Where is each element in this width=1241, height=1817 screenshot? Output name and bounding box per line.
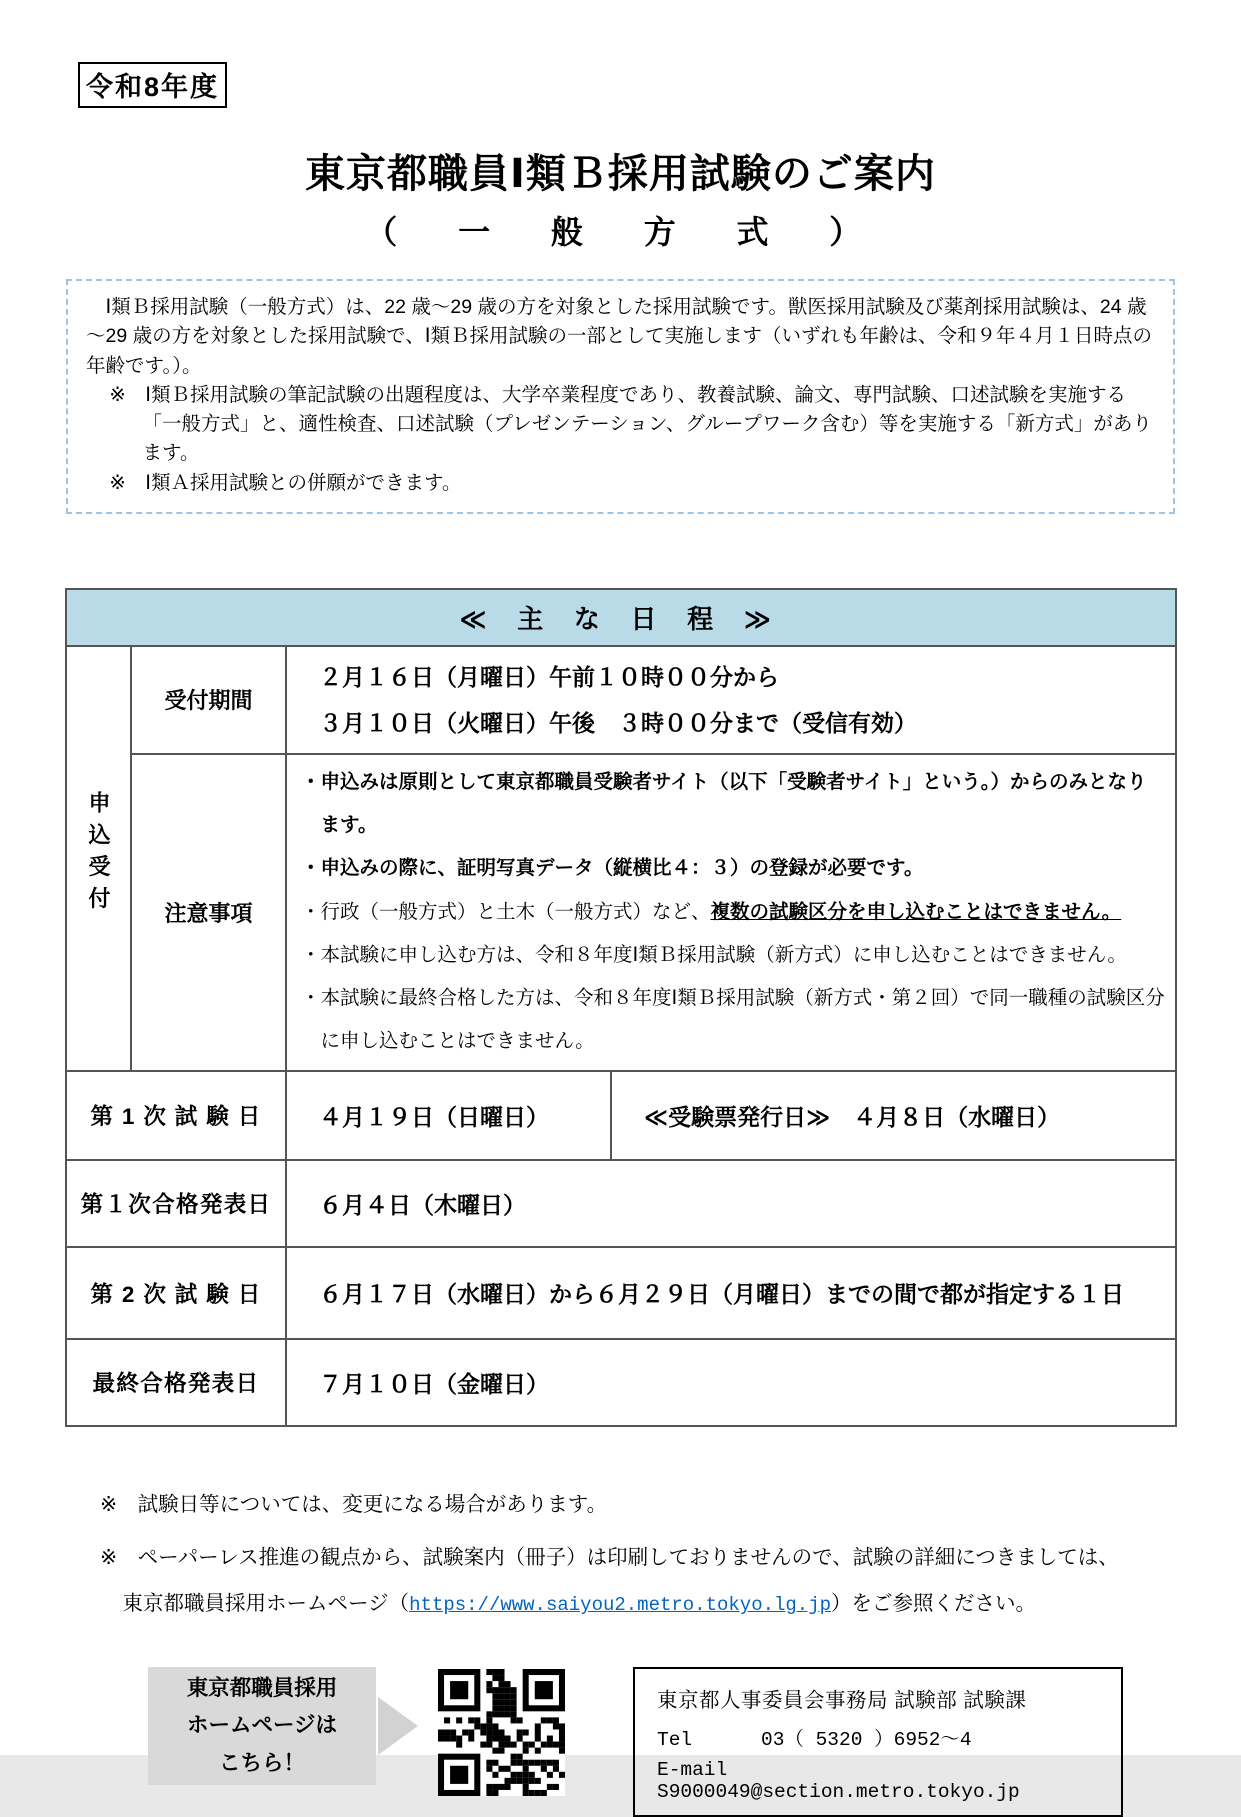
schedule-table: [65, 588, 1177, 1427]
first-pass-date: ６月４日（木曜日）: [286, 1160, 1176, 1247]
note-item-1: ・申込みは原則として東京都職員受験者サイト（以下「受験者サイト」という。）からのみとなります。: [301, 770, 1147, 837]
second-exam-label: 第 2 次 試 験 日: [66, 1247, 286, 1339]
callout-line-2: ホームページは: [186, 1713, 338, 1738]
application-group-label-text: 申込受付: [86, 791, 111, 920]
bottom-section: [148, 1667, 1241, 1817]
callout-line-1: 東京都職員採用: [186, 1675, 338, 1700]
intro-note-1: ※ Ⅰ類Ｂ採用試験の筆記試験の出題程度は、大学卒業程度であり、教養試験、論文、専門試験、口述試験を実施する「一般方式」と、適性検査、口述試験（プレゼンテーション、グループワーク含む）等を実施する「新方式」があります。: [109, 383, 1152, 465]
note-item-3-prefix: ・行政（一般方式）と土木（一般方式）など、: [301, 900, 711, 923]
period-label: 受付期間: [131, 646, 286, 754]
notes-label: 注意事項: [131, 754, 286, 1071]
callout-line-3: こちら！: [218, 1750, 305, 1775]
homepage-callout-box: [148, 1667, 376, 1785]
note-item-2: ・申込みの際に、証明写真データ（縦横比４：３）の登録が必要です。: [301, 857, 924, 880]
final-pass-date: ７月１０日（金曜日）: [286, 1339, 1176, 1426]
tel-label: Tel: [657, 1729, 693, 1752]
footer-note-2-line2: [100, 1588, 1171, 1621]
qr-code: [438, 1669, 565, 1796]
tel-value: 03（ 5320 ）6952～4: [761, 1729, 972, 1752]
period-value: [286, 646, 1176, 754]
contact-org: 東京都人事委員会事務局 試験部 試験課: [657, 1689, 1027, 1713]
note-item-4: ・本試験に申し込む方は、令和８年度Ⅰ類Ｂ採用試験（新方式）に申し込むことはできません。: [301, 943, 1127, 966]
first-exam-date: ４月１９日（日曜日）: [286, 1071, 611, 1160]
email-label: E-mail: [657, 1759, 728, 1782]
contact-box: [633, 1667, 1123, 1817]
period-line-1: ２月１６日（月曜日）午前１０時００分から: [319, 663, 779, 690]
footer-note-1: ※ 試験日等については、変更になる場合があります。: [100, 1492, 608, 1516]
footer-note-2-line1: ※ ペーパーレス推進の観点から、試験案内（冊子）は印刷しておりませんので、試験の詳細につきましては、: [100, 1545, 1119, 1569]
schedule-header: ≪ 主 な 日 程 ≫: [66, 589, 1176, 646]
application-group-label: [66, 646, 131, 1071]
page-subtitle: （ 一 般 方 式 ）: [365, 214, 876, 250]
first-pass-label: 第１次合格発表日: [66, 1160, 286, 1247]
page-title: 東京都職員Ⅰ類Ｂ採用試験のご案内: [305, 152, 936, 196]
ticket-issue-date: ≪受験票発行日≫ ４月８日（水曜日）: [611, 1071, 1176, 1160]
homepage-callout: [148, 1667, 418, 1785]
contact-tel: [657, 1723, 1101, 1751]
contact-email: [657, 1759, 1101, 1803]
footer-note-2: [100, 1542, 1171, 1622]
note-item-5: ・本試験に最終合格した方は、令和８年度Ⅰ類Ｂ採用試験（新方式・第２回）で同一職種の試験区分に申し込むことはできません。: [301, 987, 1165, 1053]
callout-arrow-icon: [378, 1697, 418, 1755]
notes-cell: [286, 754, 1176, 1071]
final-pass-label: 最終合格発表日: [66, 1339, 286, 1426]
footer-note-2-suffix: ）をご参照ください。: [831, 1592, 1037, 1616]
footer-note-2-prefix: 東京都職員採用ホームページ（: [122, 1592, 410, 1616]
note-item-3: [301, 891, 1165, 934]
email-value: S9000049@section.metro.tokyo.jp: [657, 1781, 1020, 1804]
intro-box: [66, 279, 1175, 514]
intro-paragraph: Ⅰ類Ｂ採用試験（一般方式）は、22 歳～29 歳の方を対象とした採用試験です。獣医採用試験及び薬剤採用試験は、24 歳～29 歳の方を対象とした採用試験で、Ⅰ類Ｂ採用試験の一部として実施します（いずれも年齢は、令和９年４月１日時点の年齢です。）。: [86, 296, 1152, 377]
year-badge: 令和8年度: [78, 62, 227, 108]
recruit-homepage-link[interactable]: https://www.saiyou2.metro.tokyo.lg.jp: [409, 1594, 832, 1617]
period-line-2: ３月１０日（火曜日）午後 ３時００分まで（受信有効）: [319, 709, 917, 736]
intro-note-2: ※ Ⅰ類Ａ採用試験との併願ができます。: [109, 471, 462, 494]
first-exam-label: 第 1 次 試 験 日: [66, 1071, 286, 1160]
second-exam-date: ６月１７日（水曜日）から６月２９日（月曜日）までの間で都が指定する１日: [286, 1247, 1176, 1339]
footer-notes: [100, 1489, 1171, 1621]
note-item-3-emphasis: 複数の試験区分を申し込むことはできません。: [710, 900, 1122, 923]
